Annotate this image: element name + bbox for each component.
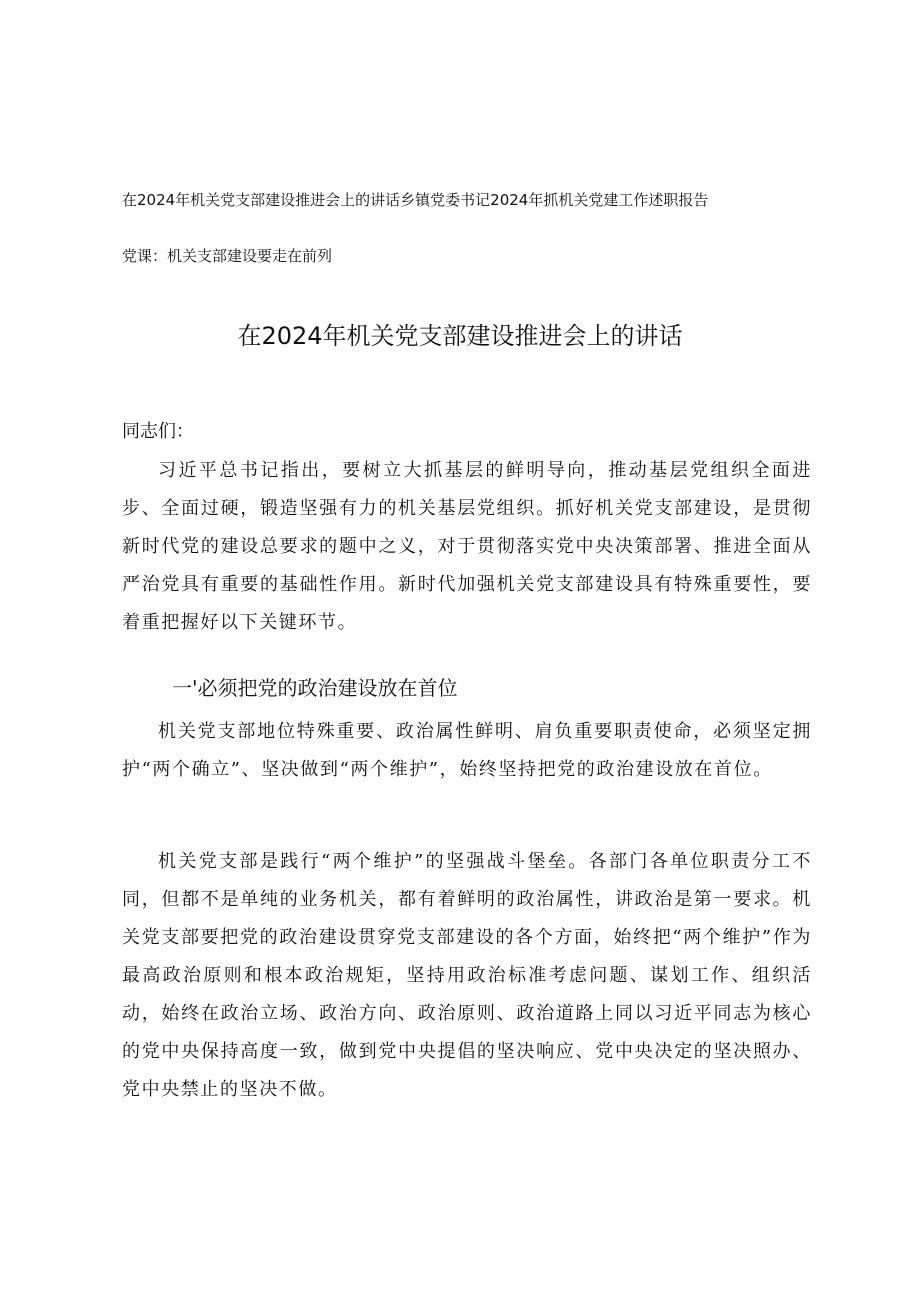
- body-paragraph-3: 机关党支部是践行“两个维护”的坚强战斗堡垒。各部门各单位职责分工不同，但都不是单纯的业务机关，都有着鲜明的政治属性，讲政治是第一要求。机关党支部要把党的政治建设贯穿党支部建设的各个方面，始终把“两个维护”作为最高政治原则和根本政治规矩，坚持用政治标准考虑问题、谋划工作、组织活动，始终在政治立场、政治方向、政治原则、政治道路上同以习近平同志为核心的党中央保持高度一致，做到党中央提倡的坚决响应、党中央决定的坚决照办、党中央禁止的坚决不做。: [122, 851, 812, 1100]
- header-related-title-2: 党课：机关支部建设要走在前列: [122, 247, 333, 265]
- body-paragraph-2: 机关党支部地位特殊重要、政治属性鲜明、肩负重要职责使命，必须坚定拥护“两个确立”、坚决做到“两个维护”，始终坚持把党的政治建设放在首位。: [122, 721, 812, 780]
- document-title: 在2024年机关党支部建设推进会上的讲话: [237, 322, 683, 350]
- header-related-titles: 在2024年机关党支部建设推进会上的讲话乡镇党委书记2024年抓机关党建工作述职报告: [122, 191, 709, 209]
- body-paragraph-1: 习近平总书记指出，要树立大抓基层的鲜明导向，推动基层党组织全面进步、全面过硬，锻造坚强有力的机关基层党组织。抓好机关党支部建设，是贯彻新时代党的建设总要求的题中之义，对于贯彻落实党中央决策部署、推进全面从严治党具有重要的基础性作用。新时代加强机关党支部建设具有特殊重要性，要着重把握好以下关键环节。: [122, 460, 812, 633]
- section-heading-1: 一'必须把党的政治建设放在首位: [172, 676, 458, 700]
- salutation: 同志们：: [122, 421, 194, 442]
